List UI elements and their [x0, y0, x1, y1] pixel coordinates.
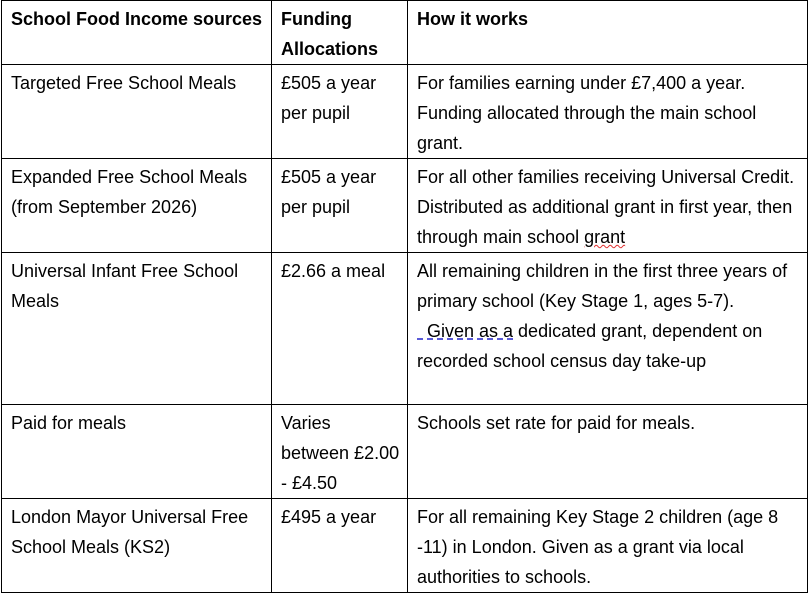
cell-how: For families earning under £7,400 a year. Funding allocated through the main school grant. — [408, 65, 808, 159]
header-income-sources: School Food Income sources — [2, 1, 272, 65]
cell-source: Paid for meals — [2, 405, 272, 499]
table-header-row — [2, 1, 808, 65]
cell-source: London Mayor Universal Free School Meals (KS2) — [2, 499, 272, 593]
cell-funding: £505 a year per pupil — [272, 159, 408, 253]
grammar-flagged-text[interactable]: Given as a — [417, 321, 514, 341]
cell-how — [408, 159, 808, 253]
cell-funding: £495 a year — [272, 499, 408, 593]
cell-how-text: All remaining children in the first three years of primary school (Key Stage 1, ages 5-7). — [417, 261, 788, 311]
cell-funding: Varies between £2.00 - £4.50 — [272, 405, 408, 499]
cell-how: Schools set rate for paid for meals. — [408, 405, 808, 499]
school-food-income-table — [1, 0, 808, 593]
table-row — [2, 253, 808, 405]
cell-how — [408, 253, 808, 405]
cell-how: For all remaining Key Stage 2 children (age 8 -11) in London. Given as a grant via local authorities to schools. — [408, 499, 808, 593]
cell-funding: £505 a year per pupil — [272, 65, 408, 159]
cell-source: Universal Infant Free School Meals — [2, 253, 272, 405]
table-row — [2, 499, 808, 593]
table-row — [2, 65, 808, 159]
header-how-it-works: How it works — [408, 1, 808, 65]
cell-source: Expanded Free School Meals (from September 2026) — [2, 159, 272, 253]
cell-funding: £2.66 a meal — [272, 253, 408, 405]
table-row — [2, 405, 808, 499]
cell-how-text: For all other families receiving Universal Credit. Distributed as additional grant in first year, then through main school — [417, 167, 795, 247]
cell-source: Targeted Free School Meals — [2, 65, 272, 159]
table-row — [2, 159, 808, 253]
cell-how-text: dedicated grant, dependent on recorded school census day take-up — [417, 321, 763, 371]
header-funding-allocations: Funding Allocations — [272, 1, 408, 65]
spellcheck-flagged-text[interactable]: grant — [584, 227, 626, 247]
